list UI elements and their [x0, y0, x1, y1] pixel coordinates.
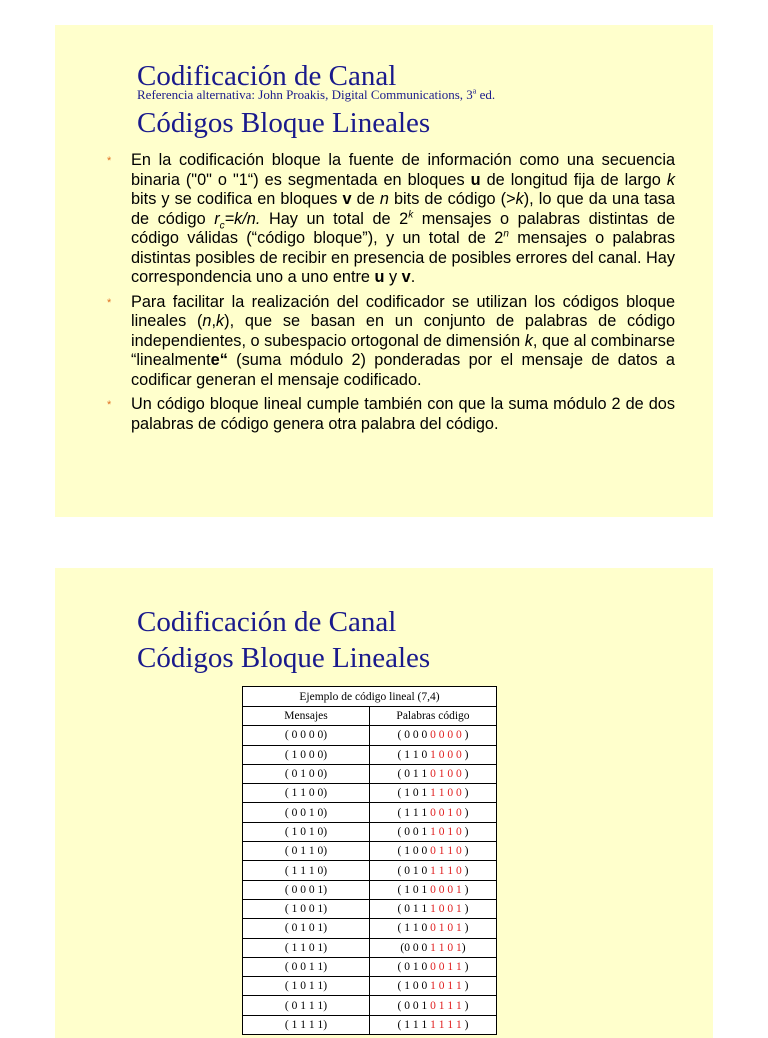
table-row [243, 784, 497, 803]
codeword-message-bits: 0 1 0 1 [430, 922, 462, 935]
message-cell: ( 1 0 0 0) [243, 745, 370, 764]
codeword-close: ) [461, 1018, 469, 1031]
codeword-message-bits: 0 1 1 1 [430, 999, 462, 1012]
codeword-close: ) [461, 961, 469, 973]
codeword-cell [370, 764, 497, 783]
codeword-parity-bits: ( 0 1 1 [397, 768, 431, 781]
codeword-message-bits: 1 0 0 0 [430, 748, 462, 761]
slide-title: Codificación de Canal [137, 60, 397, 92]
slide-1 [55, 25, 713, 517]
codeword-close: ) [461, 806, 469, 819]
table-row [243, 822, 497, 841]
linear-code-table [242, 686, 497, 1035]
codeword-parity-bits: ( 1 1 0 [397, 922, 431, 935]
table-row [243, 764, 497, 783]
bullet-star-icon: * [107, 399, 112, 411]
codeword-parity-bits: ( 0 1 0 [397, 961, 431, 973]
codeword-parity-bits: ( 0 1 0 [397, 864, 431, 877]
codeword-parity-bits: ( 1 1 0 [397, 748, 431, 761]
codeword-close: ) [461, 845, 469, 858]
codeword-close: ) [461, 825, 469, 838]
codeword-cell [370, 957, 497, 976]
codeword-message-bits: 0 0 1 0 [430, 806, 462, 819]
codeword-parity-bits: ( 1 1 1 [397, 1018, 431, 1031]
table-row [243, 803, 497, 822]
message-cell: ( 0 0 1 0) [243, 803, 370, 822]
codeword-close: ) [461, 980, 469, 993]
codeword-cell [370, 1015, 497, 1034]
codeword-close: ) [461, 787, 469, 800]
codeword-cell [370, 784, 497, 803]
message-cell: ( 0 1 0 1) [243, 919, 370, 938]
codeword-message-bits: 1 1 0 1 [430, 941, 462, 954]
codeword-cell [370, 726, 497, 745]
codeword-message-bits: 1 1 0 0 [430, 787, 462, 800]
codeword-close: ) [461, 768, 469, 781]
codeword-message-bits: 0 0 0 1 [430, 883, 462, 896]
table-row [243, 919, 497, 938]
codeword-cell [370, 822, 497, 841]
message-cell: ( 0 1 0 0) [243, 764, 370, 783]
column-header-codewords: Palabras código [370, 707, 497, 726]
bullet-star-icon: * [107, 296, 112, 309]
codeword-parity-bits: ( 1 0 0 [397, 980, 431, 993]
message-cell: ( 1 0 0 1) [243, 899, 370, 918]
message-cell: ( 0 0 1 1) [243, 957, 370, 976]
codeword-cell [370, 899, 497, 918]
codeword-close: ) [461, 903, 469, 916]
codeword-close: ) [461, 883, 469, 896]
table-row [243, 957, 497, 976]
bullet-item: * Para facilitar la realización del codificador se utilizan los códigos bloque lineales (n,k), que se basan en un conjunto de palabras de código independientes, o subespacio ortogonal de dimensión k, que al combinarse “linealmente“ (suma módulo 2) ponderadas por el mensaje de datos a codificar generan el mensaje codificado. [107, 292, 675, 389]
bullet-item: * En la codificación bloque la fuente de información como una secuencia binaria ("0" o "1“) es segmentada en bloques u de longitud fija de largo k bits y se codifica en bloques v de n bits de código (>k), lo que da una tasa de código $r_c=k/n$. Hay un total de 2$^k$ mensajes o palabras distintas de código válidas (“código bloque”), y un total de 2$^n$ mensajes o palabras distintas posibles de recibir en presencia de posibles errores del canal. Hay correspondencia uno a uno entre u y v. [107, 151, 675, 286]
table-row [243, 726, 497, 745]
bullet-list [107, 151, 675, 439]
table-row [243, 977, 497, 996]
codeword-parity-bits: ( 0 0 1 [397, 999, 431, 1012]
table-row [243, 1015, 497, 1034]
table-row [243, 745, 497, 764]
slide-subtitle: Códigos Bloque Lineales [137, 107, 431, 139]
codeword-message-bits: 1 0 0 1 [430, 903, 462, 916]
table-row [243, 880, 497, 899]
codeword-parity-bits: ( 1 0 0 [397, 845, 431, 858]
codeword-cell [370, 745, 497, 764]
reference-note: Referencia alternativa: John Proakis, Digital Communications, 3$^a$ ed. [137, 86, 496, 102]
codeword-cell [370, 919, 497, 938]
codeword-parity-bits: (0 0 0 [400, 941, 431, 954]
codeword-close: ) [461, 941, 466, 954]
codeword-cell [370, 880, 497, 899]
codeword-close: ) [461, 999, 469, 1012]
codeword-cell [370, 996, 497, 1015]
message-cell: ( 0 1 1 0) [243, 842, 370, 861]
codeword-message-bits: 0 0 1 1 [430, 961, 462, 973]
codeword-close: ) [461, 748, 469, 761]
codeword-parity-bits: ( 0 1 1 [397, 903, 431, 916]
table-row [243, 842, 497, 861]
codeword-message-bits: 0 0 0 0 [430, 729, 462, 742]
message-cell: ( 1 1 1 0) [243, 861, 370, 880]
bullet-star-icon: * [107, 155, 112, 167]
message-cell: ( 1 1 0 0) [243, 784, 370, 803]
slide-2 [55, 568, 713, 1038]
codeword-message-bits: 1 0 1 0 [430, 825, 462, 838]
message-cell: ( 0 0 0 0) [243, 726, 370, 745]
codeword-cell [370, 938, 497, 957]
codeword-parity-bits: ( 1 0 1 [397, 883, 431, 896]
codeword-parity-bits: ( 1 0 1 [397, 787, 431, 800]
codeword-cell [370, 977, 497, 996]
message-cell: ( 1 0 1 0) [243, 822, 370, 841]
codeword-close: ) [461, 729, 469, 742]
codeword-parity-bits: ( 0 0 1 [397, 825, 431, 838]
message-cell: ( 1 0 1 1) [243, 977, 370, 996]
table-body [243, 726, 497, 1035]
table-row [243, 899, 497, 918]
codeword-message-bits: 1 0 1 1 [430, 980, 462, 993]
message-cell: ( 0 1 1 1) [243, 996, 370, 1015]
codeword-message-bits: 0 1 0 0 [430, 768, 462, 781]
column-header-messages: Mensajes [243, 707, 370, 726]
message-cell: ( 1 1 0 1) [243, 938, 370, 957]
codeword-close: ) [461, 922, 469, 935]
codeword-cell [370, 861, 497, 880]
table-row [243, 861, 497, 880]
slide-subtitle: Códigos Bloque Lineales [137, 642, 431, 674]
message-cell: ( 1 1 1 1) [243, 1015, 370, 1034]
codeword-cell [370, 842, 497, 861]
codeword-parity-bits: ( 1 1 1 [397, 806, 431, 819]
table-row [243, 996, 497, 1015]
table-row [243, 938, 497, 957]
codeword-message-bits: 1 1 1 0 [430, 864, 462, 877]
codeword-cell [370, 803, 497, 822]
codeword-parity-bits: ( 0 0 0 [397, 729, 431, 742]
bullet-item: * Un código bloque lineal cumple también con que la suma módulo 2 de dos palabras de código genera otra palabra del código. [107, 395, 675, 433]
slide-title: Codificación de Canal [137, 606, 397, 638]
codeword-close: ) [461, 864, 469, 877]
table-caption: Ejemplo de código lineal (7,4) [243, 687, 497, 707]
codeword-message-bits: 0 1 1 0 [430, 845, 462, 858]
message-cell: ( 0 0 0 1) [243, 880, 370, 899]
codeword-message-bits: 1 1 1 1 [430, 1018, 462, 1031]
